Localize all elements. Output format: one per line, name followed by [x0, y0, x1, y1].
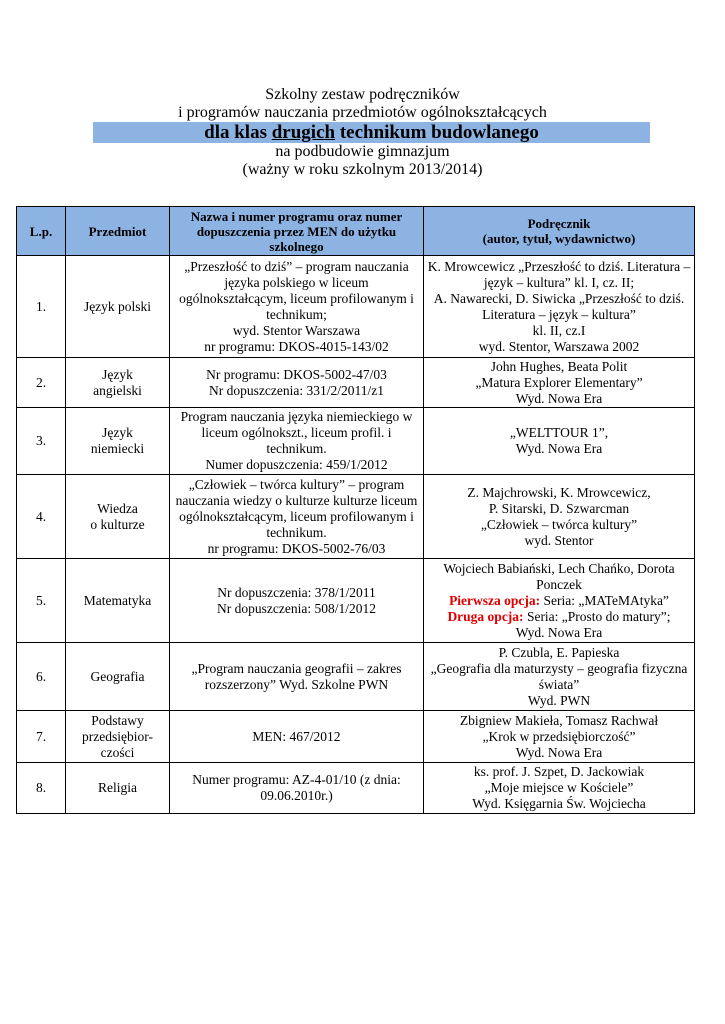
- cell-program: [170, 643, 424, 711]
- header-validity: (ważny w roku szkolnym 2013/2014): [242, 161, 483, 178]
- textbook-line: „WELTTOUR 1”,: [509, 425, 609, 440]
- textbook-line: John Hughes, Beata Polit: [490, 358, 628, 374]
- cell-textbook: [424, 475, 695, 559]
- cell-subject: [66, 643, 170, 711]
- textbook-option-line: [426, 593, 692, 609]
- cell-lp: 1.: [17, 256, 66, 358]
- textbook-line: wyd. Stentor: [524, 532, 594, 548]
- cell-subject: [66, 256, 170, 358]
- textbook-line: Z. Majchrowski, K. Mrowcewicz,: [467, 484, 651, 500]
- subject-line: niemiecki: [90, 441, 145, 456]
- option-first-text: Seria: „MATeMAtyka”: [540, 592, 669, 608]
- table-row: [17, 256, 695, 358]
- textbook-line: Wyd. PWN: [527, 692, 591, 708]
- cell-lp: 4.: [17, 475, 66, 559]
- cell-program: [170, 256, 424, 358]
- band-suffix: technikum budowlanego: [335, 122, 539, 143]
- subject-line: Język: [102, 425, 133, 440]
- table-row: [17, 475, 695, 559]
- subject-line: Religia: [98, 780, 137, 795]
- table-header-row: [17, 207, 695, 256]
- cell-subject: [66, 475, 170, 559]
- band-prefix: dla klas: [204, 122, 272, 143]
- option-first-label: Pierwsza opcja:: [449, 592, 541, 608]
- cell-subject: [66, 408, 170, 475]
- col-header-subject: Przedmiot: [66, 207, 170, 256]
- textbook-line: Wyd. Nowa Era: [515, 744, 603, 760]
- subject-line: Podstawy: [91, 712, 144, 728]
- textbook-line: „Matura Explorer Elementary”: [475, 374, 643, 390]
- cell-textbook: [424, 408, 695, 475]
- program-line: Nr dopuszczenia: 331/2/2011/z1: [209, 382, 384, 398]
- col-header-textbook-title: Podręcznik: [527, 216, 591, 231]
- textbook-line: „Człowiek – twórca kultury”: [480, 516, 638, 532]
- cell-subject: [66, 358, 170, 408]
- textbook-line: „Krok w przedsiębiorczość”: [482, 728, 636, 744]
- col-header-lp: L.p.: [17, 207, 66, 256]
- band-underlined-word: drugich: [271, 122, 336, 143]
- program-line: Nr dopuszczenia: 508/1/2012: [217, 600, 376, 616]
- textbook-line: Wyd. Nowa Era: [515, 390, 603, 406]
- textbook-line: Wyd. Księgarnia Św. Wojciecha: [472, 796, 646, 811]
- textbook-line: P. Czubla, E. Papieska: [498, 644, 620, 660]
- subject-line: Geografia: [90, 668, 145, 684]
- textbook-table: [16, 206, 695, 814]
- table-row: [17, 763, 695, 814]
- cell-lp: 3.: [17, 408, 66, 475]
- header-highlight-band: [93, 122, 650, 143]
- cell-lp: 7.: [17, 711, 66, 763]
- program-line: MEN: 467/2012: [252, 728, 341, 744]
- header-subtitle: na podbudowie gimnazjum: [275, 143, 450, 160]
- cell-subject: [66, 559, 170, 643]
- cell-program: [170, 358, 424, 408]
- cell-textbook: [424, 358, 695, 408]
- textbook-option-line: [426, 609, 692, 625]
- table-row: [17, 643, 695, 711]
- textbook-line: Wojciech Babiański, Lech Chańko, Dorota Ponczek: [443, 560, 675, 592]
- textbook-line: P. Sitarski, D. Szwarcman: [488, 500, 630, 516]
- program-line: „Program nauczania geografii – zakres rozszerzony” Wyd. Szkolne PWN: [191, 660, 402, 692]
- subject-line: Język polski: [83, 298, 152, 314]
- cell-textbook: [424, 643, 695, 711]
- program-line: Nr dopuszczenia: 378/1/2011: [217, 584, 376, 600]
- program-line: wyd. Stentor Warszawa: [232, 322, 361, 338]
- textbook-line: kl. II, cz.I: [532, 322, 586, 338]
- textbook-line: Zbigniew Makieła, Tomasz Rachwał: [459, 712, 659, 728]
- subject-line: angielski: [93, 382, 142, 398]
- cell-textbook: [424, 256, 695, 358]
- program-line: Numer programu: AZ-4-01/10 (z dnia: 09.06.2010r.): [192, 772, 401, 803]
- cell-program: [170, 711, 424, 763]
- table-row: [17, 408, 695, 475]
- program-line: nr programu: DKOS-5002-76/03: [207, 540, 386, 556]
- textbook-line: A. Nawarecki, D. Siwicka „Przeszłość to dziś. Literatura – język – kultura”: [433, 290, 685, 322]
- subject-line: Język: [102, 366, 133, 382]
- cell-textbook: [424, 559, 695, 643]
- cell-lp: 8.: [17, 763, 66, 814]
- textbook-line: „Geografia dla maturzysty – geografia fizyczna świata”: [430, 660, 688, 692]
- subject-line: przedsiębior-: [82, 728, 153, 744]
- table-row: [17, 358, 695, 408]
- cell-lp: 6.: [17, 643, 66, 711]
- program-line: „Przeszłość to dziś” – program nauczania języka polskiego w liceum ogólnokształcącym, liceum profilowanym i technikum;: [179, 258, 414, 322]
- option-second-label: Druga opcja:: [447, 608, 524, 624]
- program-line: Nr programu: DKOS-5002-47/03: [206, 366, 387, 382]
- cell-subject: [66, 711, 170, 763]
- textbook-line: Wyd. Nowa Era: [515, 441, 603, 456]
- textbook-line: „Moje miejsce w Kościele”: [484, 780, 634, 795]
- subject-line: Wiedza: [97, 500, 138, 516]
- subject-line: Matematyka: [83, 592, 152, 608]
- cell-program: [170, 763, 424, 814]
- program-line: nr programu: DKOS-4015-143/02: [204, 338, 389, 354]
- textbook-line: ks. prof. J. Szpet, D. Jackowiak: [473, 764, 645, 779]
- table-row: [17, 711, 695, 763]
- program-line: Program nauczania języka niemieckiego w liceum ogólnokszt., liceum profil. i technikum.: [180, 409, 413, 456]
- option-second-text: Seria: „Prosto do matury”;: [523, 608, 671, 624]
- table-row: [17, 559, 695, 643]
- cell-lp: 5.: [17, 559, 66, 643]
- cell-lp: 2.: [17, 358, 66, 408]
- col-header-program: Nazwa i numer programu oraz numer dopuszczenia przez MEN do użytku szkolnego: [170, 207, 424, 256]
- cell-subject: [66, 763, 170, 814]
- program-line: „Człowiek – twórca kultury” – program nauczania wiedzy o kulturze kulturze liceum ogólnokształcącym, liceum profilowanym i technikum.: [175, 476, 418, 540]
- subject-line: o kulturze: [90, 516, 145, 532]
- cell-program: [170, 475, 424, 559]
- document-header: [0, 86, 725, 179]
- subject-line: czości: [100, 744, 135, 760]
- textbook-line: wyd. Stentor, Warszawa 2002: [478, 338, 640, 354]
- program-line: Numer dopuszczenia: 459/1/2012: [205, 457, 388, 472]
- cell-program: [170, 408, 424, 475]
- cell-textbook: [424, 711, 695, 763]
- col-header-textbook: [424, 207, 695, 256]
- textbook-line: K. Mrowcewicz „Przeszłość to dziś. Literatura – język – kultura” kl. I, cz. II;: [427, 258, 691, 290]
- header-title-line2: i programów nauczania przedmiotów ogólnokształcących: [178, 104, 547, 121]
- cell-program: [170, 559, 424, 643]
- col-header-textbook-sub: (autor, tytuł, wydawnictwo): [482, 231, 636, 246]
- cell-textbook: [424, 763, 695, 814]
- header-title-line1: Szkolny zestaw podręczników: [265, 86, 460, 103]
- textbook-line: Wyd. Nowa Era: [515, 624, 603, 640]
